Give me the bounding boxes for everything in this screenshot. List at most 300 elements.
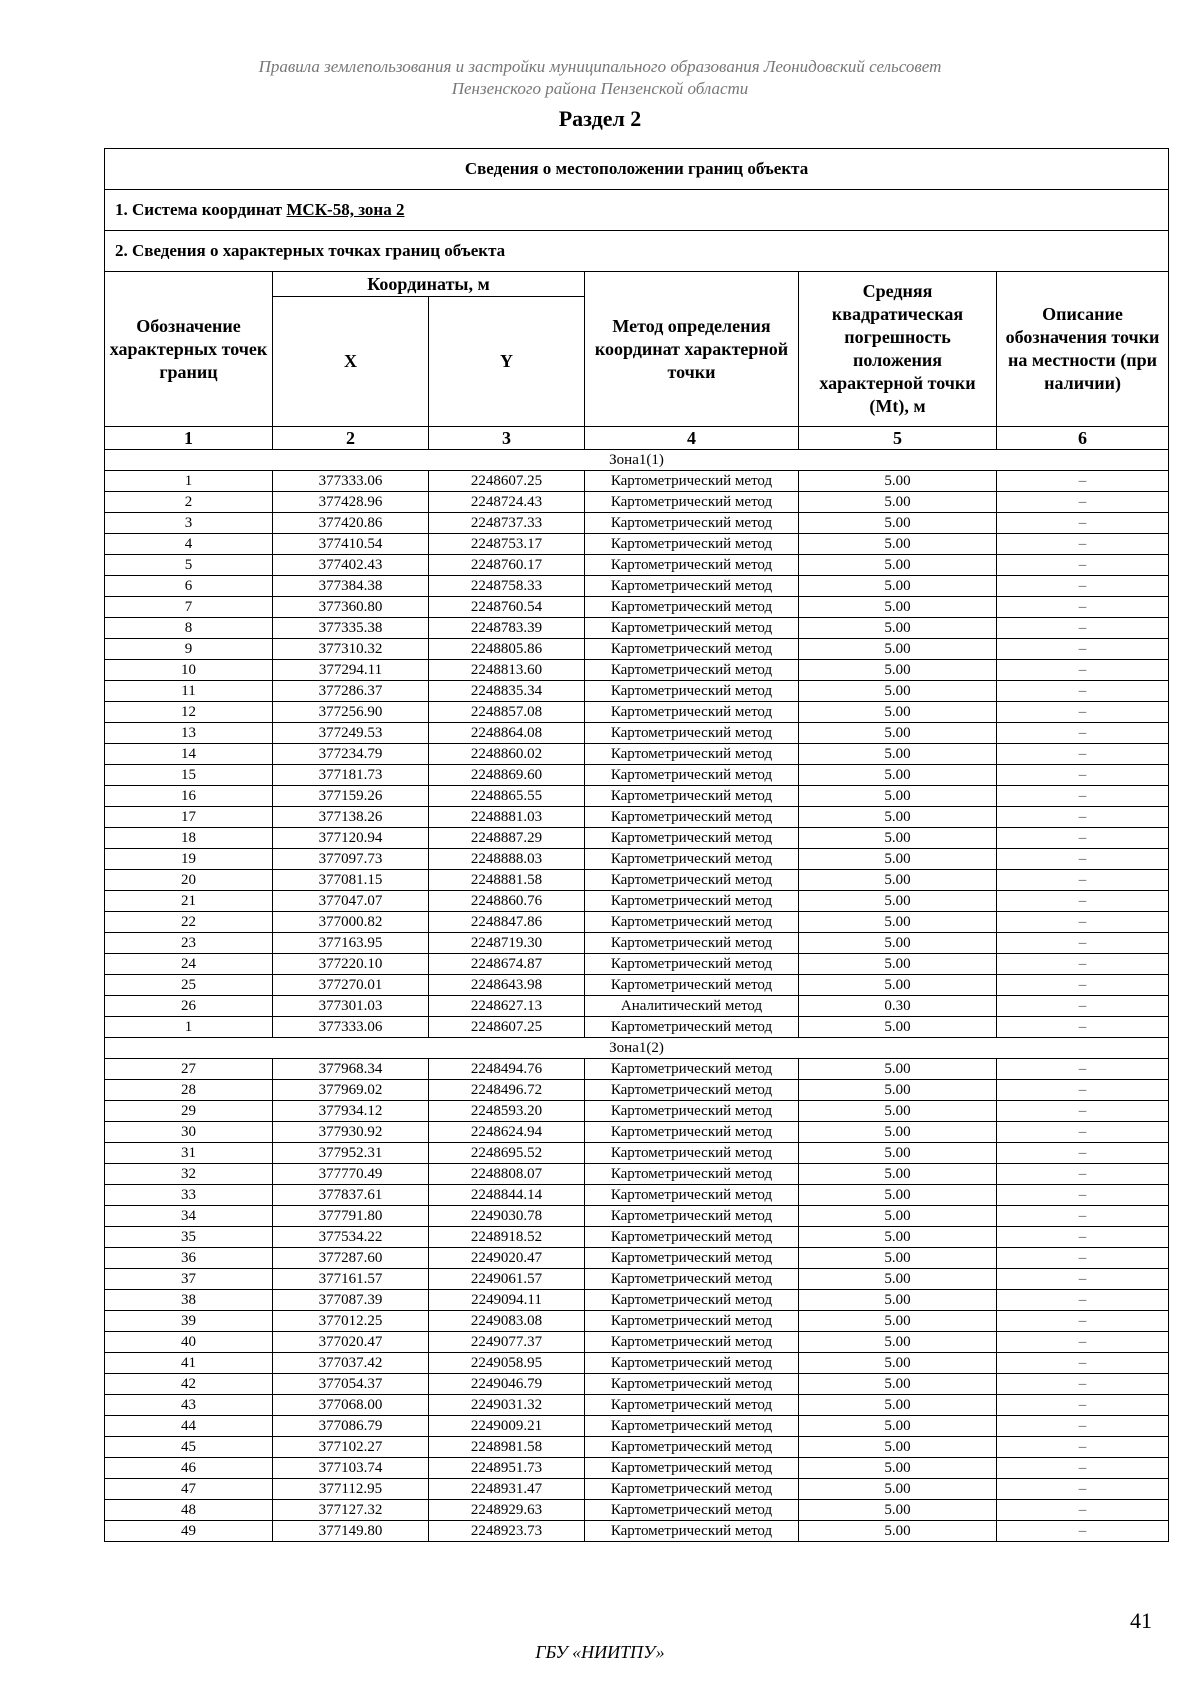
description-cell: –	[997, 1059, 1169, 1080]
mean-error-cell: 5.00	[799, 870, 997, 891]
x-coordinate-cell: 377333.06	[273, 1017, 429, 1038]
table-row	[105, 954, 1169, 975]
column-number: 3	[429, 427, 585, 450]
x-coordinate-cell: 377102.27	[273, 1437, 429, 1458]
mean-error-cell: 5.00	[799, 1017, 997, 1038]
point-number-cell: 14	[105, 744, 273, 765]
description-cell: –	[997, 1101, 1169, 1122]
method-cell: Картометрический метод	[585, 1227, 799, 1248]
method-cell: Картометрический метод	[585, 870, 799, 891]
method-cell: Картометрический метод	[585, 828, 799, 849]
method-cell: Картометрический метод	[585, 807, 799, 828]
method-cell: Картометрический метод	[585, 576, 799, 597]
point-number-cell: 10	[105, 660, 273, 681]
x-coordinate-cell: 377163.95	[273, 933, 429, 954]
description-cell: –	[997, 1185, 1169, 1206]
table-row	[105, 681, 1169, 702]
y-coordinate-cell: 2248758.33	[429, 576, 585, 597]
description-cell: –	[997, 555, 1169, 576]
mean-error-cell: 5.00	[799, 1164, 997, 1185]
table-row	[105, 1500, 1169, 1521]
description-cell: –	[997, 1269, 1169, 1290]
mean-error-cell: 5.00	[799, 1521, 997, 1542]
y-coordinate-cell: 2248607.25	[429, 1017, 585, 1038]
y-coordinate-cell: 2249058.95	[429, 1353, 585, 1374]
table-row	[105, 1437, 1169, 1458]
table-row	[105, 849, 1169, 870]
method-cell: Картометрический метод	[585, 1080, 799, 1101]
points-heading: 2. Сведения о характерных точках границ объекта	[105, 231, 1169, 272]
x-coordinate-cell: 377534.22	[273, 1227, 429, 1248]
description-cell: –	[997, 513, 1169, 534]
header-error: Средняя квадратическая погрешность положения характерной точки (Mt), м	[799, 272, 997, 427]
method-cell: Картометрический метод	[585, 681, 799, 702]
mean-error-cell: 5.00	[799, 1374, 997, 1395]
header-method: Метод определения координат характерной точки	[585, 272, 799, 427]
table-row	[105, 1374, 1169, 1395]
mean-error-cell: 0.30	[799, 996, 997, 1017]
y-coordinate-cell: 2248808.07	[429, 1164, 585, 1185]
description-cell: –	[997, 744, 1169, 765]
y-coordinate-cell: 2248931.47	[429, 1479, 585, 1500]
x-coordinate-cell: 377220.10	[273, 954, 429, 975]
table-row	[105, 702, 1169, 723]
table-row	[105, 1206, 1169, 1227]
table-row	[105, 1332, 1169, 1353]
method-cell: Картометрический метод	[585, 1479, 799, 1500]
mean-error-cell: 5.00	[799, 849, 997, 870]
point-number-cell: 46	[105, 1458, 273, 1479]
x-coordinate-cell: 377360.80	[273, 597, 429, 618]
mean-error-cell: 5.00	[799, 597, 997, 618]
table-row	[105, 1101, 1169, 1122]
x-coordinate-cell: 377103.74	[273, 1458, 429, 1479]
table-row	[105, 1479, 1169, 1500]
x-coordinate-cell: 377138.26	[273, 807, 429, 828]
method-cell: Картометрический метод	[585, 702, 799, 723]
y-coordinate-cell: 2248494.76	[429, 1059, 585, 1080]
description-cell: –	[997, 1521, 1169, 1542]
point-number-cell: 5	[105, 555, 273, 576]
y-coordinate-cell: 2248857.08	[429, 702, 585, 723]
mean-error-cell: 5.00	[799, 975, 997, 996]
mean-error-cell: 5.00	[799, 1185, 997, 1206]
method-cell: Картометрический метод	[585, 1101, 799, 1122]
table-row	[105, 744, 1169, 765]
mean-error-cell: 5.00	[799, 744, 997, 765]
table-row	[105, 870, 1169, 891]
mean-error-cell: 5.00	[799, 723, 997, 744]
point-number-cell: 22	[105, 912, 273, 933]
coordinate-system-value: МСК-58, зона 2	[286, 200, 405, 219]
mean-error-cell: 5.00	[799, 1500, 997, 1521]
column-number: 1	[105, 427, 273, 450]
description-cell: –	[997, 534, 1169, 555]
mean-error-cell: 5.00	[799, 513, 997, 534]
mean-error-cell: 5.00	[799, 555, 997, 576]
table-row	[105, 1059, 1169, 1080]
description-cell: –	[997, 1458, 1169, 1479]
table-row	[105, 1122, 1169, 1143]
y-coordinate-cell: 2248923.73	[429, 1521, 585, 1542]
point-number-cell: 23	[105, 933, 273, 954]
x-coordinate-cell: 377086.79	[273, 1416, 429, 1437]
method-cell: Картометрический метод	[585, 744, 799, 765]
x-coordinate-cell: 377112.95	[273, 1479, 429, 1500]
method-cell: Картометрический метод	[585, 1311, 799, 1332]
table-row	[105, 1017, 1169, 1038]
description-cell: –	[997, 849, 1169, 870]
description-cell: –	[997, 1227, 1169, 1248]
y-coordinate-cell: 2248881.03	[429, 807, 585, 828]
x-coordinate-cell: 377149.80	[273, 1521, 429, 1542]
table-row	[105, 891, 1169, 912]
method-cell: Картометрический метод	[585, 534, 799, 555]
mean-error-cell: 5.00	[799, 702, 997, 723]
point-number-cell: 25	[105, 975, 273, 996]
y-coordinate-cell: 2248981.58	[429, 1437, 585, 1458]
column-number: 2	[273, 427, 429, 450]
method-cell: Картометрический метод	[585, 786, 799, 807]
page-number: 41	[1130, 1608, 1152, 1633]
header-line-2: Пензенского района Пензенской области	[451, 79, 749, 98]
description-cell: –	[997, 1311, 1169, 1332]
y-coordinate-cell: 2248844.14	[429, 1185, 585, 1206]
header-line-1: Правила землепользования и застройки муниципального образования Леонидовский сельсовет	[258, 57, 942, 76]
table-row	[105, 828, 1169, 849]
method-cell: Картометрический метод	[585, 597, 799, 618]
description-cell: –	[997, 1122, 1169, 1143]
point-number-cell: 27	[105, 1059, 273, 1080]
x-coordinate-cell: 377310.32	[273, 639, 429, 660]
table-row	[105, 975, 1169, 996]
table-row	[105, 1080, 1169, 1101]
point-number-cell: 2	[105, 492, 273, 513]
zone-row	[105, 1038, 1169, 1059]
description-cell: –	[997, 618, 1169, 639]
point-number-cell: 38	[105, 1290, 273, 1311]
table-row	[105, 996, 1169, 1017]
table-row	[105, 1164, 1169, 1185]
point-number-cell: 29	[105, 1101, 273, 1122]
table-row	[105, 555, 1169, 576]
mean-error-cell: 5.00	[799, 534, 997, 555]
point-number-cell: 16	[105, 786, 273, 807]
description-cell: –	[997, 597, 1169, 618]
method-cell: Картометрический метод	[585, 660, 799, 681]
method-cell: Картометрический метод	[585, 471, 799, 492]
x-coordinate-cell: 377000.82	[273, 912, 429, 933]
method-cell: Картометрический метод	[585, 723, 799, 744]
point-number-cell: 32	[105, 1164, 273, 1185]
method-cell: Картометрический метод	[585, 1458, 799, 1479]
table-row	[105, 1395, 1169, 1416]
mean-error-cell: 5.00	[799, 660, 997, 681]
x-coordinate-cell: 377791.80	[273, 1206, 429, 1227]
mean-error-cell: 5.00	[799, 1416, 997, 1437]
y-coordinate-cell: 2248783.39	[429, 618, 585, 639]
x-coordinate-cell: 377294.11	[273, 660, 429, 681]
method-cell: Картометрический метод	[585, 639, 799, 660]
point-number-cell: 9	[105, 639, 273, 660]
x-coordinate-cell: 377161.57	[273, 1269, 429, 1290]
point-number-cell: 1	[105, 1017, 273, 1038]
point-number-cell: 42	[105, 1374, 273, 1395]
method-cell: Картометрический метод	[585, 1521, 799, 1542]
description-cell: –	[997, 996, 1169, 1017]
mean-error-cell: 5.00	[799, 681, 997, 702]
mean-error-cell: 5.00	[799, 1101, 997, 1122]
table-row	[105, 912, 1169, 933]
point-number-cell: 24	[105, 954, 273, 975]
table-row	[105, 1143, 1169, 1164]
method-cell: Картометрический метод	[585, 1269, 799, 1290]
point-number-cell: 39	[105, 1311, 273, 1332]
description-cell: –	[997, 912, 1169, 933]
y-coordinate-cell: 2248865.55	[429, 786, 585, 807]
header-description: Описание обозначения точки на местности (при наличии)	[997, 272, 1169, 427]
y-coordinate-cell: 2248951.73	[429, 1458, 585, 1479]
y-coordinate-cell: 2248805.86	[429, 639, 585, 660]
method-cell: Картометрический метод	[585, 1143, 799, 1164]
mean-error-cell: 5.00	[799, 1332, 997, 1353]
mean-error-cell: 5.00	[799, 618, 997, 639]
table-row	[105, 1290, 1169, 1311]
y-coordinate-cell: 2248496.72	[429, 1080, 585, 1101]
description-cell: –	[997, 1479, 1169, 1500]
document-header	[0, 56, 1200, 100]
table-row	[105, 639, 1169, 660]
table-row	[105, 786, 1169, 807]
method-cell: Картометрический метод	[585, 1164, 799, 1185]
mean-error-cell: 5.00	[799, 1290, 997, 1311]
x-coordinate-cell: 377333.06	[273, 471, 429, 492]
description-cell: –	[997, 1500, 1169, 1521]
point-number-cell: 17	[105, 807, 273, 828]
y-coordinate-cell: 2248737.33	[429, 513, 585, 534]
mean-error-cell: 5.00	[799, 1437, 997, 1458]
mean-error-cell: 5.00	[799, 1458, 997, 1479]
method-cell: Картометрический метод	[585, 1437, 799, 1458]
method-cell: Картометрический метод	[585, 1185, 799, 1206]
description-cell: –	[997, 1164, 1169, 1185]
header-coordinates: Координаты, м	[273, 272, 585, 297]
table-row	[105, 492, 1169, 513]
description-cell: –	[997, 1017, 1169, 1038]
point-number-cell: 11	[105, 681, 273, 702]
point-number-cell: 19	[105, 849, 273, 870]
mean-error-cell: 5.00	[799, 1353, 997, 1374]
description-cell: –	[997, 660, 1169, 681]
point-number-cell: 28	[105, 1080, 273, 1101]
method-cell: Картометрический метод	[585, 891, 799, 912]
point-number-cell: 31	[105, 1143, 273, 1164]
y-coordinate-cell: 2248753.17	[429, 534, 585, 555]
table-row	[105, 1521, 1169, 1542]
description-cell: –	[997, 765, 1169, 786]
mean-error-cell: 5.00	[799, 1395, 997, 1416]
mean-error-cell: 5.00	[799, 1248, 997, 1269]
description-cell: –	[997, 807, 1169, 828]
x-coordinate-cell: 377054.37	[273, 1374, 429, 1395]
description-cell: –	[997, 1248, 1169, 1269]
header-y: Y	[429, 297, 585, 427]
y-coordinate-cell: 2248624.94	[429, 1122, 585, 1143]
y-coordinate-cell: 2248719.30	[429, 933, 585, 954]
mean-error-cell: 5.00	[799, 1479, 997, 1500]
description-cell: –	[997, 891, 1169, 912]
mean-error-cell: 5.00	[799, 954, 997, 975]
point-number-cell: 43	[105, 1395, 273, 1416]
y-coordinate-cell: 2248864.08	[429, 723, 585, 744]
mean-error-cell: 5.00	[799, 1227, 997, 1248]
description-cell: –	[997, 1290, 1169, 1311]
table-row	[105, 933, 1169, 954]
point-number-cell: 21	[105, 891, 273, 912]
y-coordinate-cell: 2249083.08	[429, 1311, 585, 1332]
point-number-cell: 15	[105, 765, 273, 786]
x-coordinate-cell: 377020.47	[273, 1332, 429, 1353]
description-cell: –	[997, 1143, 1169, 1164]
y-coordinate-cell: 2249031.32	[429, 1395, 585, 1416]
method-cell: Картометрический метод	[585, 492, 799, 513]
y-coordinate-cell: 2248643.98	[429, 975, 585, 996]
description-cell: –	[997, 1353, 1169, 1374]
point-number-cell: 18	[105, 828, 273, 849]
point-number-cell: 47	[105, 1479, 273, 1500]
point-number-cell: 26	[105, 996, 273, 1017]
y-coordinate-cell: 2248888.03	[429, 849, 585, 870]
table-row	[105, 597, 1169, 618]
mean-error-cell: 5.00	[799, 1080, 997, 1101]
point-number-cell: 20	[105, 870, 273, 891]
zone-label: Зона1(1)	[105, 450, 1169, 471]
table-row	[105, 1353, 1169, 1374]
header-designation: Обозначение характерных точек границ	[105, 272, 273, 427]
mean-error-cell: 5.00	[799, 1269, 997, 1290]
method-cell: Картометрический метод	[585, 1374, 799, 1395]
x-coordinate-cell: 377047.07	[273, 891, 429, 912]
table-row	[105, 723, 1169, 744]
x-coordinate-cell: 377428.96	[273, 492, 429, 513]
point-number-cell: 8	[105, 618, 273, 639]
method-cell: Картометрический метод	[585, 513, 799, 534]
y-coordinate-cell: 2249077.37	[429, 1332, 585, 1353]
table-row	[105, 807, 1169, 828]
y-coordinate-cell: 2248674.87	[429, 954, 585, 975]
x-coordinate-cell: 377256.90	[273, 702, 429, 723]
description-cell: –	[997, 828, 1169, 849]
y-coordinate-cell: 2249020.47	[429, 1248, 585, 1269]
table-row	[105, 1185, 1169, 1206]
method-cell: Картометрический метод	[585, 933, 799, 954]
x-coordinate-cell: 377120.94	[273, 828, 429, 849]
method-cell: Картометрический метод	[585, 555, 799, 576]
y-coordinate-cell: 2248627.13	[429, 996, 585, 1017]
mean-error-cell: 5.00	[799, 492, 997, 513]
x-coordinate-cell: 377127.32	[273, 1500, 429, 1521]
table-row	[105, 618, 1169, 639]
zone-row	[105, 450, 1169, 471]
y-coordinate-cell: 2248860.76	[429, 891, 585, 912]
x-coordinate-cell: 377402.43	[273, 555, 429, 576]
table-row	[105, 765, 1169, 786]
point-number-cell: 3	[105, 513, 273, 534]
method-cell: Картометрический метод	[585, 1248, 799, 1269]
x-coordinate-cell: 377969.02	[273, 1080, 429, 1101]
mean-error-cell: 5.00	[799, 1059, 997, 1080]
method-cell: Картометрический метод	[585, 1059, 799, 1080]
x-coordinate-cell: 377420.86	[273, 513, 429, 534]
x-coordinate-cell: 377410.54	[273, 534, 429, 555]
point-number-cell: 4	[105, 534, 273, 555]
x-coordinate-cell: 377037.42	[273, 1353, 429, 1374]
point-number-cell: 40	[105, 1332, 273, 1353]
method-cell: Картометрический метод	[585, 1353, 799, 1374]
method-cell: Картометрический метод	[585, 1290, 799, 1311]
point-number-cell: 7	[105, 597, 273, 618]
point-number-cell: 6	[105, 576, 273, 597]
method-cell: Картометрический метод	[585, 849, 799, 870]
mean-error-cell: 5.00	[799, 807, 997, 828]
mean-error-cell: 5.00	[799, 1122, 997, 1143]
x-coordinate-cell: 377287.60	[273, 1248, 429, 1269]
table-row	[105, 513, 1169, 534]
description-cell: –	[997, 933, 1169, 954]
table-row	[105, 1227, 1169, 1248]
y-coordinate-cell: 2248760.54	[429, 597, 585, 618]
x-coordinate-cell: 377087.39	[273, 1290, 429, 1311]
y-coordinate-cell: 2248847.86	[429, 912, 585, 933]
method-cell: Картометрический метод	[585, 1500, 799, 1521]
method-cell: Картометрический метод	[585, 912, 799, 933]
x-coordinate-cell: 377384.38	[273, 576, 429, 597]
x-coordinate-cell: 377234.79	[273, 744, 429, 765]
x-coordinate-cell: 377286.37	[273, 681, 429, 702]
table-row	[105, 1311, 1169, 1332]
y-coordinate-cell: 2248695.52	[429, 1143, 585, 1164]
boundary-points-table	[104, 148, 1169, 1542]
y-coordinate-cell: 2248835.34	[429, 681, 585, 702]
table-title: Сведения о местоположении границ объекта	[105, 149, 1169, 190]
y-coordinate-cell: 2248887.29	[429, 828, 585, 849]
description-cell: –	[997, 702, 1169, 723]
y-coordinate-cell: 2248724.43	[429, 492, 585, 513]
description-cell: –	[997, 975, 1169, 996]
description-cell: –	[997, 681, 1169, 702]
method-cell: Картометрический метод	[585, 954, 799, 975]
mean-error-cell: 5.00	[799, 1143, 997, 1164]
y-coordinate-cell: 2248813.60	[429, 660, 585, 681]
description-cell: –	[997, 786, 1169, 807]
x-coordinate-cell: 377335.38	[273, 618, 429, 639]
x-coordinate-cell: 377770.49	[273, 1164, 429, 1185]
x-coordinate-cell: 377181.73	[273, 765, 429, 786]
column-number: 5	[799, 427, 997, 450]
x-coordinate-cell: 377081.15	[273, 870, 429, 891]
point-number-cell: 36	[105, 1248, 273, 1269]
coordinate-system-label: 1. Система координат	[115, 200, 287, 219]
description-cell: –	[997, 1416, 1169, 1437]
y-coordinate-cell: 2248760.17	[429, 555, 585, 576]
description-cell: –	[997, 1437, 1169, 1458]
point-number-cell: 33	[105, 1185, 273, 1206]
y-coordinate-cell: 2249061.57	[429, 1269, 585, 1290]
method-cell: Картометрический метод	[585, 1017, 799, 1038]
description-cell: –	[997, 954, 1169, 975]
table-row	[105, 576, 1169, 597]
mean-error-cell: 5.00	[799, 1206, 997, 1227]
